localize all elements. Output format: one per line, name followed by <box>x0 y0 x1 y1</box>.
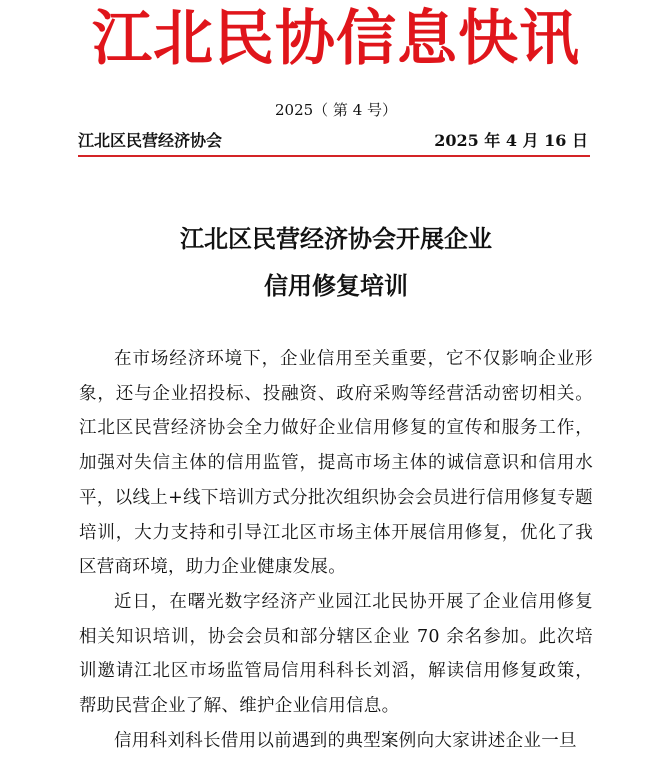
paragraph: 信用科刘科长借用以前遇到的典型案例向大家讲述企业一旦 <box>114 730 577 751</box>
article-title-line-1: 江北区民营经济协会开展企业 <box>180 225 492 253</box>
article-body <box>79 342 593 758</box>
masthead-title: 江北民协信息快讯 <box>92 4 580 74</box>
article-title-line-2: 信用修复培训 <box>264 272 408 300</box>
paragraph: 在市场经济环境下，企业信用至关重要，它不仅影响企业形象，还与企业招投标、投融资、政府采购等经营活动密切相关。江北区民营经济协会全力做好企业信用修复的宣传和服务工作，加强对失信主体的信用监管，提高市场主体的诚信意识和信用水平，以线上+线下培训方式分批次组织协会会员进行信用修复专题培训，大力支持和引导江北区市场主体开展信用修复，优化了我区营商环境，助力企业健康发展。 <box>79 349 593 578</box>
publication-date: 2025 年 4 月 16 日 <box>434 131 588 150</box>
paragraph: 近日，在曙光数字经济产业园江北民协开展了企业信用修复相关知识培训，协会会员和部分辖区企业 70 余名参加。此次培训邀请江北区市场监管局信用科科长刘滔，解读信用修复政策，帮助民营企业了解、维护企业信用信息。 <box>79 591 593 717</box>
issue-number: 2025（ 第 4 号） <box>274 101 398 119</box>
header-divider <box>78 155 590 157</box>
organization-name: 江北区民营经济协会 <box>78 131 223 150</box>
